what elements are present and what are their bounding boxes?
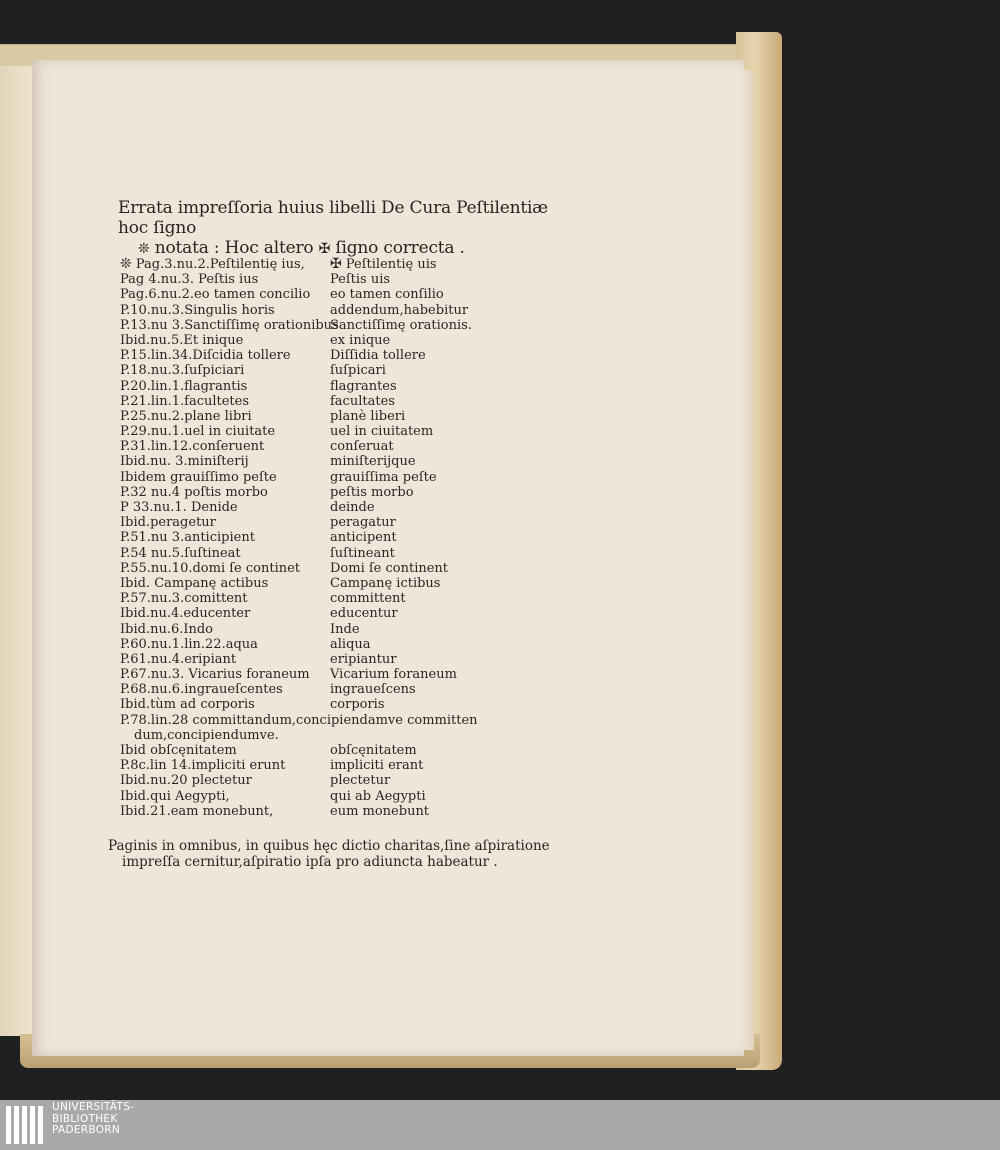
error-text: P.60.nu.1.lin.22.aqua bbox=[120, 636, 258, 652]
correction-text: facultates bbox=[330, 393, 395, 409]
correction-text: educentur bbox=[330, 606, 398, 622]
aspiration-note bbox=[108, 838, 568, 870]
correction-text: aliqua bbox=[330, 636, 371, 652]
error-text: Ibid.nu.5.Et inique bbox=[120, 332, 244, 348]
errata-row bbox=[120, 682, 540, 697]
error-text: P.20.lin.1.flagrantis bbox=[120, 378, 248, 394]
errata-row bbox=[120, 424, 540, 439]
errata-row bbox=[120, 470, 540, 485]
errata-row bbox=[120, 591, 540, 606]
error-text: Ibid.peragetur bbox=[120, 515, 216, 531]
error-text: Ibid.qui Aegypti, bbox=[120, 788, 230, 804]
correction-mark-icon: ✠ bbox=[318, 241, 331, 257]
correction-text: flagrantes bbox=[330, 378, 397, 394]
error-text: P.55.nu.10.domi ſe continet bbox=[120, 560, 301, 576]
error-text: P.67.nu.3. Vicarius foraneum bbox=[120, 667, 310, 683]
error-text: P.31.lin.12.conſeruent bbox=[120, 439, 265, 455]
error-text: Ibid.nu.4.educenter bbox=[120, 606, 251, 622]
correction-text: qui ab Aegypti bbox=[330, 788, 426, 804]
correction-text: Inde bbox=[330, 621, 360, 637]
errata-row bbox=[120, 622, 540, 637]
correction-text: obſcęnitatem bbox=[330, 743, 417, 758]
errata-row bbox=[120, 379, 540, 394]
correction-text: Campanę ictibus bbox=[330, 575, 441, 591]
error-text: Pag.6.nu.2.eo tamen concilio bbox=[120, 287, 311, 303]
correction-text: committent bbox=[330, 591, 406, 607]
error-text: P.29.nu.1.uel in ciuitate bbox=[120, 424, 276, 440]
errata-row bbox=[120, 576, 540, 591]
correction-text: impliciti erant bbox=[330, 758, 424, 774]
error-text: Ibid. Campanę actibus bbox=[120, 575, 269, 591]
correction-text: eo tamen conſilio bbox=[330, 287, 444, 303]
errata-row bbox=[120, 697, 540, 712]
errata-row bbox=[120, 667, 540, 682]
correction-text: ✠ Peſtilentię uis bbox=[330, 256, 437, 272]
errata-row bbox=[120, 758, 540, 773]
correction-text: plectetur bbox=[330, 773, 391, 789]
errata-row bbox=[120, 637, 540, 652]
errata-row bbox=[120, 789, 540, 804]
error-text: P.13.nu 3.Sanctiſſimę orationibus bbox=[120, 317, 339, 333]
error-text: P.32 nu.4 poſtis morbo bbox=[120, 484, 268, 500]
errata-row bbox=[120, 272, 540, 287]
correction-text: Diſſidia tollere bbox=[330, 348, 426, 364]
error-text: Ibid.tùm ad corporis bbox=[120, 697, 255, 713]
errata-row bbox=[120, 546, 540, 561]
correction-text: grauiſſima peſte bbox=[330, 469, 437, 485]
error-text: Pag 4.nu.3. Peſtis ius bbox=[120, 272, 259, 288]
correction-text: anticipent bbox=[330, 530, 397, 546]
error-text: Ibid.nu.20 plectetur bbox=[120, 773, 252, 789]
error-text: Ibid.nu. 3.miniſterij bbox=[120, 454, 249, 470]
heading-line-2 bbox=[118, 238, 578, 259]
correction-text: eum monebunt bbox=[330, 803, 430, 819]
book-page bbox=[32, 60, 744, 1056]
errata-row-long bbox=[120, 713, 540, 728]
error-text: P.18.nu.3.ſuſpiciari bbox=[120, 363, 245, 379]
library-footer bbox=[0, 1100, 1000, 1150]
correction-mark-icon: ✠ bbox=[330, 256, 342, 272]
error-text: dum,concipiendumve. bbox=[134, 727, 279, 743]
correction-text: ſuſtineant bbox=[330, 545, 395, 561]
correction-text: Peſtis uis bbox=[330, 272, 391, 288]
error-text: Ibidem grauiſſimo peſte bbox=[120, 469, 277, 485]
error-text: P 33.nu.1. Denide bbox=[120, 500, 238, 515]
error-text: P.68.nu.6.ingraueſcentes bbox=[120, 682, 283, 698]
heading-line-1: Errata impreſſoria huius libelli De Cura Peſtilentiæ hoc ſigno bbox=[118, 198, 548, 238]
errata-row bbox=[120, 500, 540, 515]
errata-row bbox=[120, 363, 540, 378]
library-name-line-3: PADERBORN bbox=[52, 1124, 120, 1136]
correction-text: addendum,habebitur bbox=[330, 302, 469, 318]
correction-text: miniſterijque bbox=[330, 454, 416, 470]
error-text: Ibid.21.eam monebunt, bbox=[120, 803, 274, 819]
correction-text: ſuſpicari bbox=[330, 363, 386, 379]
errata-row bbox=[120, 804, 540, 819]
error-text: P.57.nu.3.comittent bbox=[120, 591, 248, 607]
errata-row bbox=[120, 561, 540, 576]
heading-line-2-b: ſigno correcta . bbox=[335, 238, 465, 258]
errata-row bbox=[120, 743, 540, 758]
error-mark-icon: ❊ bbox=[120, 256, 132, 272]
note-line-1: Paginis in omnibus, in quibus hęc dictio charitas,ſine aſpiratione bbox=[108, 838, 550, 854]
errata-row bbox=[120, 454, 540, 469]
errata-row bbox=[120, 318, 540, 333]
heading-line-2-a: notata : Hoc altero bbox=[154, 238, 314, 258]
errata-list bbox=[120, 257, 540, 819]
errata-row bbox=[120, 515, 540, 530]
page-content bbox=[32, 60, 744, 1056]
correction-text: uel in ciuitatem bbox=[330, 424, 434, 440]
errata-row bbox=[120, 409, 540, 424]
errata-row bbox=[120, 348, 540, 363]
library-logo-icon bbox=[6, 1106, 43, 1144]
error-text: Ibid.nu.6.Indo bbox=[120, 621, 214, 637]
error-text: P.21.lin.1.facultetes bbox=[120, 393, 250, 409]
error-text: P.54 nu.5.ſuſtineat bbox=[120, 545, 241, 561]
error-text: P.78.lin.28 committandum,concipiendamve committen bbox=[120, 712, 478, 728]
correction-text: ingraueſcens bbox=[330, 682, 416, 698]
correction-text: deinde bbox=[330, 500, 375, 515]
correction-text: peſtis morbo bbox=[330, 484, 414, 500]
errata-row bbox=[120, 606, 540, 621]
errata-row bbox=[120, 485, 540, 500]
library-name bbox=[52, 1102, 134, 1137]
error-text: Ibid obſcęnitatem bbox=[120, 743, 237, 758]
errata-row-continuation bbox=[120, 728, 540, 743]
errata-row bbox=[120, 439, 540, 454]
errata-row bbox=[120, 257, 540, 272]
correction-text: Sanctiſſimę orationis. bbox=[330, 317, 472, 333]
errata-row bbox=[120, 394, 540, 409]
errata-row bbox=[120, 303, 540, 318]
errata-row bbox=[120, 333, 540, 348]
errata-row bbox=[120, 773, 540, 788]
error-text: P.61.nu.4.eripiant bbox=[120, 651, 237, 667]
correction-text: corporis bbox=[330, 697, 385, 713]
correction-text: ex inique bbox=[330, 332, 391, 348]
error-text: P.8c.lin 14.impliciti erunt bbox=[120, 758, 286, 774]
correction-text: eripiantur bbox=[330, 651, 397, 667]
left-page-edge bbox=[0, 66, 36, 1036]
library-name-line-2: BIBLIOTHEK bbox=[52, 1112, 118, 1125]
errata-row bbox=[120, 287, 540, 302]
library-name-line-1: UNIVERSITÄTS- bbox=[52, 1101, 135, 1113]
error-text: P.25.nu.2.plane libri bbox=[120, 408, 252, 424]
correction-text: planè liberi bbox=[330, 408, 406, 424]
note-line-2: impreſſa cernitur,aſpiratio ipſa pro adiuncta habeatur . bbox=[122, 854, 498, 870]
error-mark-icon: ❊ bbox=[138, 241, 150, 257]
correction-text: Vicarium foraneum bbox=[330, 667, 457, 683]
errata-row bbox=[120, 530, 540, 545]
correction-text: conſeruat bbox=[330, 439, 394, 455]
error-text: P.15.lin.34.Diſcidia tollere bbox=[120, 348, 291, 364]
correction-text: Domi ſe continent bbox=[330, 560, 449, 576]
errata-heading bbox=[118, 198, 578, 259]
error-text: P.51.nu 3.anticipient bbox=[120, 530, 255, 546]
errata-row bbox=[120, 652, 540, 667]
error-text: P.10.nu.3.Singulis horis bbox=[120, 302, 275, 318]
error-text: ❊ Pag.3.nu.2.Peſtilentię ius, bbox=[120, 256, 305, 272]
correction-text: peragatur bbox=[330, 515, 396, 531]
